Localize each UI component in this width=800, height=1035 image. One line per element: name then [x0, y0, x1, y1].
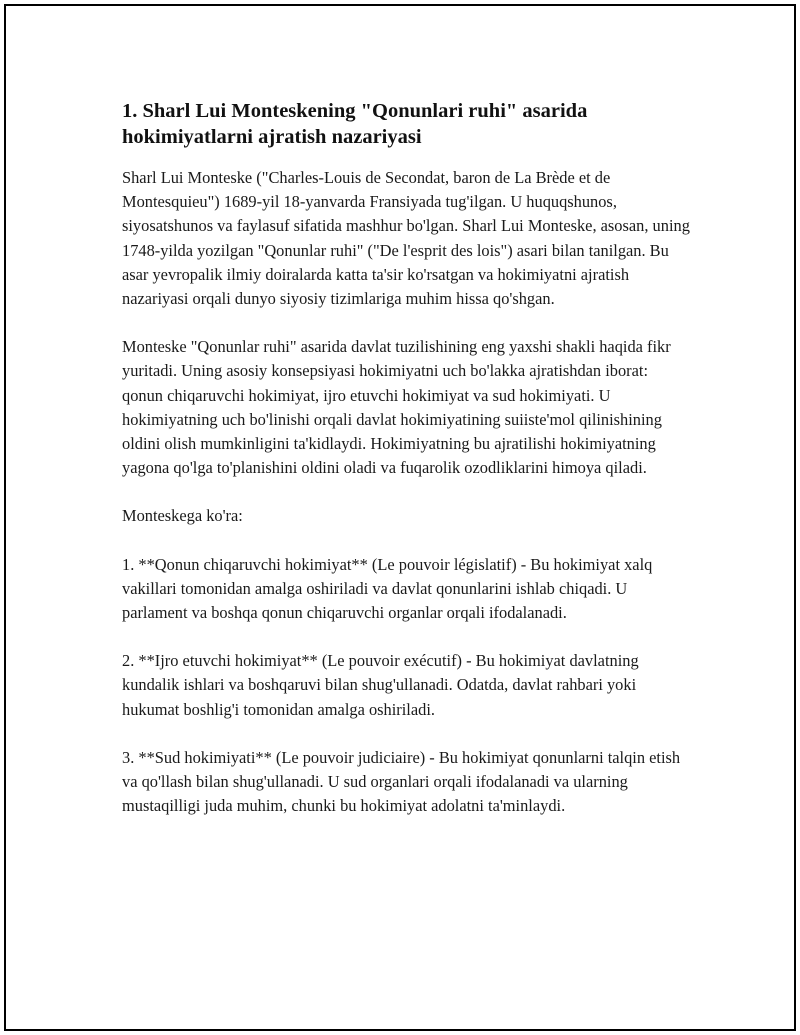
page-frame — [4, 4, 796, 1031]
document-heading: 1. Sharl Lui Monteskening "Qonunlari ruhi" asarida hokimiyatlarni ajratish nazariyasi — [122, 100, 588, 148]
list-item-executive: 2. **Ijro etuvchi hokimiyat** (Le pouvoir exécutif) - Bu hokimiyat davlatning kundalik ishlari va boshqaruvi bilan shug'ullanadi. Odatda, davlat rahbari yoki hukumat boshlig'i tomonidan amalga oshiriladi. — [122, 651, 639, 719]
paragraph-biography: Sharl Lui Monteske ("Charles-Louis de Secondat, baron de La Brède et de Montesquieu") 1689-yil 18-yanvarda Fransiyada tug'ilgan. U huquqshunos, siyosatshunos va faylasuf sifatida mashhur bo'lgan. Sharl Lui Monteske, asosan, uning 1748-yilda yozilgan "Qonunlar ruhi" ("De l'esprit des lois") asari bilan tanilgan. Bu asar yevropalik ilmiy doiralarda katta ta'sir ko'rsatgan va hokimiyatni ajratish nazariyasi orqali dunyo siyosiy tizimlariga muhim hissa qo'shgan. — [122, 168, 690, 309]
document-body — [122, 98, 692, 842]
paragraph-intro-list: Monteskega ko'ra: — [122, 506, 243, 526]
list-item-judicial: 3. **Sud hokimiyati** (Le pouvoir judiciaire) - Bu hokimiyat qonunlarni talqin etish va qo'llash bilan shug'ullanadi. U sud organlari orqali ifodalanadi va ularning mustaqilligi juda muhim, chunki bu hokimiyat adolatni ta'minlaydi. — [122, 747, 681, 816]
paragraph-concept: Monteske "Qonunlar ruhi" asarida davlat tuzilishining eng yaxshi shakli haqida fikr yuritadi. Uning asosiy konsepsiyasi hokimiyatni uch bo'lakka ajratishdan iborat: qonun chiqaruvchi hokimiyat, ijro etuvchi hokimiyat va sud hokimiyati. U hokimiyatning uch bo'linishi orqali davlat hokimiyatining suiiste'mol qilinishining oldini olish mumkinligini ta'kidlaydi. Hokimiyatning bu ajratilishi hokimiyatning yagona qo'lga to'planishini oldini oladi va fuqarolik ozodliklarini himoya qiladi. — [122, 337, 671, 478]
list-item-legislative: 1. **Qonun chiqaruvchi hokimiyat** (Le pouvoir législatif) - Bu hokimiyat xalq vakillari tomonidan amalga oshiriladi va davlat qonunlarini ishlab chiqadi. U parlament va boshqa qonun chiqaruvchi organlar orqali ifodalanadi. — [122, 554, 653, 623]
